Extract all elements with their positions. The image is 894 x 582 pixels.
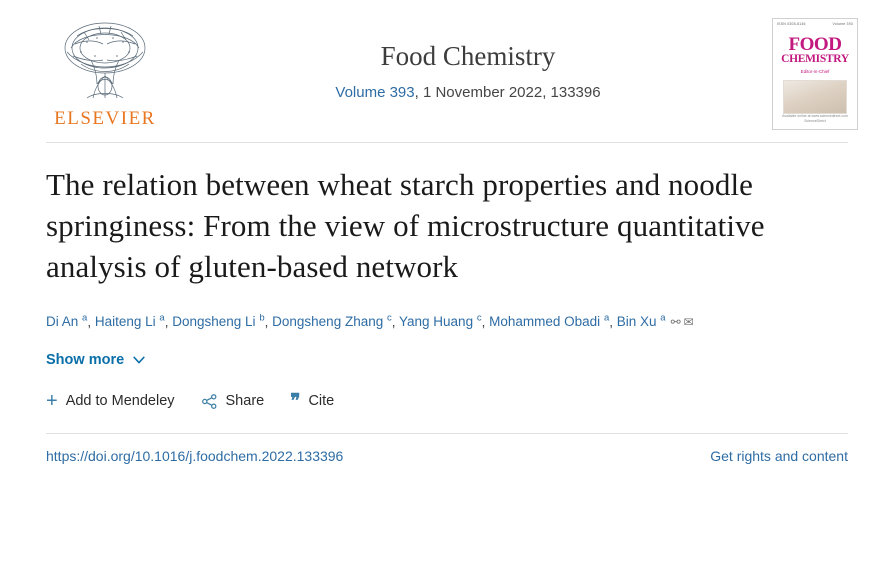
author-affiliation-marker[interactable]: a <box>159 312 165 324</box>
author-name[interactable]: Dongsheng Zhang <box>272 314 384 330</box>
author-name[interactable]: Di An <box>46 314 79 330</box>
envelope-icon[interactable]: ✉ <box>683 315 697 330</box>
journal-issue-date: , 1 November 2022, 133396 <box>414 84 601 102</box>
author-name[interactable]: Haiteng Li <box>94 314 156 330</box>
quote-icon: ❞ <box>290 390 301 412</box>
person-icon[interactable]: ⚯ <box>670 315 684 330</box>
show-more-button[interactable] <box>46 352 146 368</box>
author-name[interactable]: Dongsheng Li <box>172 314 256 330</box>
author-item[interactable] <box>399 314 482 329</box>
article-actions <box>46 391 848 411</box>
author-item[interactable] <box>272 314 392 329</box>
cover-subtitle: Editor-in-Chief <box>800 68 830 74</box>
cover-volume: Volume 393 <box>832 22 853 26</box>
share-icon <box>201 393 218 410</box>
cover-title-line1: FOOD <box>788 34 842 56</box>
author-separator: , <box>87 314 95 330</box>
journal-volume-issue <box>164 84 772 101</box>
author-name[interactable]: Bin Xu <box>616 314 657 330</box>
cover-footer-line2: ScienceDirect <box>804 119 826 124</box>
author-separator: , <box>609 314 617 330</box>
author-affiliation-marker[interactable]: c <box>387 312 392 324</box>
add-to-mendeley-label: Add to Mendeley <box>65 393 175 410</box>
journal-title[interactable]: Food Chemistry <box>380 41 556 71</box>
share-label: Share <box>225 393 265 410</box>
journal-info <box>164 14 772 101</box>
article-footer <box>46 434 848 464</box>
author-name[interactable]: Yang Huang <box>399 314 474 330</box>
author-separator: , <box>481 314 490 330</box>
doi-link[interactable]: https://doi.org/10.1016/j.foodchem.2022.133396 <box>46 448 344 465</box>
author-item[interactable] <box>95 314 165 329</box>
page-header <box>0 0 894 132</box>
author-item[interactable] <box>172 314 264 329</box>
cover-footer <box>782 114 848 124</box>
add-to-mendeley-button[interactable] <box>46 391 175 411</box>
author-affiliation-marker[interactable]: c <box>476 312 482 324</box>
plus-icon: + <box>46 390 58 413</box>
author-item[interactable] <box>489 314 609 329</box>
cover-footer-line1: Available online at www.sciencedirect.com <box>782 114 848 119</box>
cover-image <box>783 80 847 115</box>
cite-button[interactable] <box>290 390 335 412</box>
elsevier-wordmark: ELSEVIER <box>54 108 156 129</box>
author-list <box>46 312 848 333</box>
show-more-label: Show more <box>46 352 125 369</box>
author-affiliation-marker[interactable]: a <box>82 312 88 324</box>
elsevier-logo[interactable] <box>46 14 164 130</box>
header-divider <box>46 142 848 143</box>
author-affiliation-marker[interactable]: b <box>259 312 265 324</box>
author-separator: , <box>391 314 400 330</box>
cover-top-row <box>773 19 857 33</box>
journal-volume[interactable]: Volume 393 <box>335 84 415 102</box>
cite-label: Cite <box>308 393 335 410</box>
cover-title <box>781 35 849 66</box>
elsevier-tree-icon <box>51 18 159 106</box>
author-separator: , <box>264 314 273 330</box>
author-contact-icons <box>671 313 697 331</box>
page-title: The relation between wheat starch properties and noodle springiness: From the view of microstructure quantitative analysis of gluten-based network <box>46 167 765 284</box>
get-rights-and-content-link[interactable]: Get rights and content <box>710 448 848 465</box>
author-item[interactable] <box>46 314 87 329</box>
journal-cover-thumbnail[interactable] <box>772 18 858 130</box>
cover-issn: ISSN 0308-8146 <box>777 22 806 26</box>
cover-title-line2: CHEMISTRY <box>781 53 849 66</box>
chevron-down-icon <box>132 353 146 367</box>
author-separator: , <box>164 314 173 330</box>
author-affiliation-marker[interactable]: a <box>660 312 666 324</box>
author-name[interactable]: Mohammed Obadi <box>489 314 601 330</box>
author-affiliation-marker[interactable]: a <box>603 312 610 324</box>
author-item[interactable] <box>617 314 666 329</box>
share-button[interactable] <box>201 393 265 410</box>
